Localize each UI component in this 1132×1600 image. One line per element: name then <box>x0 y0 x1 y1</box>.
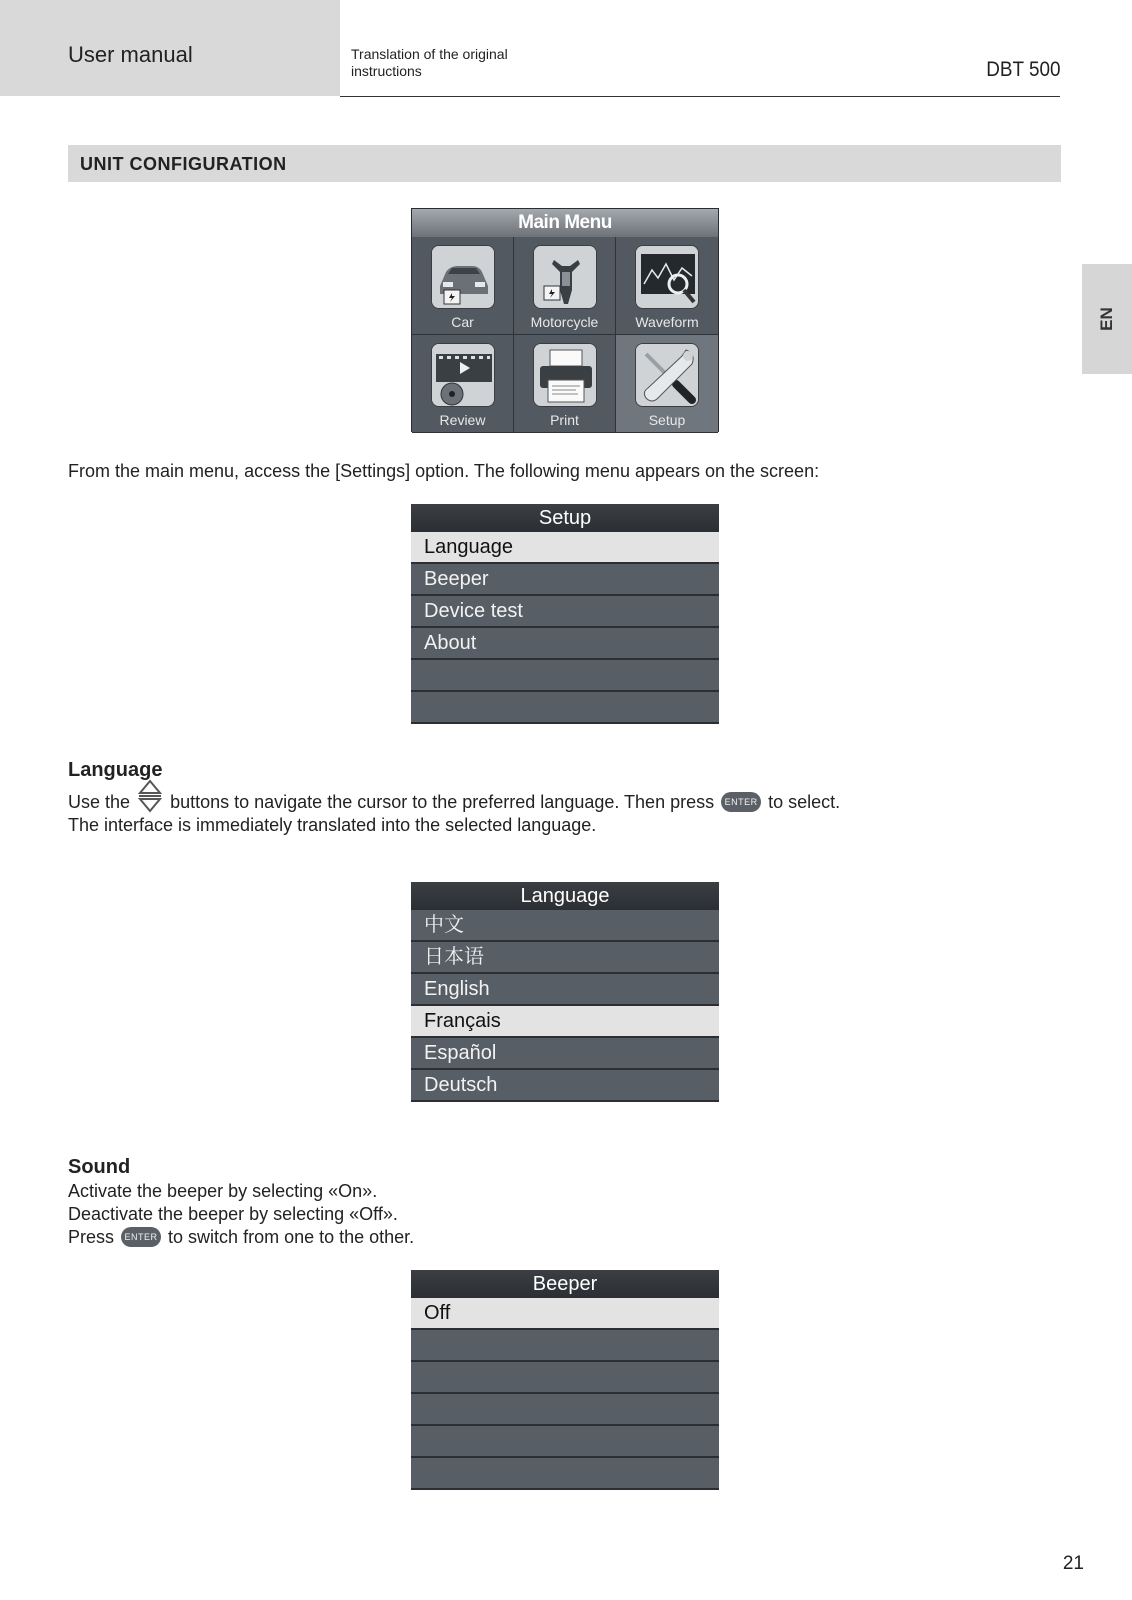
menu-item-motorcycle[interactable] <box>514 237 616 335</box>
language-row-japanese[interactable]: 日本语 <box>411 942 719 974</box>
beeper-row-empty <box>411 1458 719 1490</box>
setup-row-device-test[interactable]: Device test <box>411 596 719 628</box>
sound-text-a: Press <box>68 1227 115 1247</box>
menu-item-print[interactable] <box>514 335 616 433</box>
manual-title: User manual <box>68 42 193 67</box>
main-menu-screen <box>411 208 719 432</box>
language-row-german[interactable]: Deutsch <box>411 1070 719 1102</box>
sound-line2: Deactivate the beeper by selecting «Off». <box>68 1204 398 1224</box>
enter-button-icon: ENTER <box>121 1227 161 1247</box>
beeper-row-empty <box>411 1394 719 1426</box>
sound-line3 <box>68 1226 414 1249</box>
setup-row-empty <box>411 660 719 692</box>
tools-icon <box>635 343 699 407</box>
language-heading: Language <box>68 759 163 781</box>
menu-item-motorcycle-label: Motorcycle <box>530 314 599 330</box>
menu-item-setup-label: Setup <box>648 412 686 428</box>
menu-item-review-label: Review <box>439 412 486 428</box>
beeper-screen-title: Beeper <box>411 1270 719 1298</box>
language-instructions-line2: The interface is immediately translated into the selected language. <box>68 815 597 835</box>
setup-row-beeper[interactable]: Beeper <box>411 564 719 596</box>
setup-row-empty <box>411 692 719 724</box>
language-row-chinese[interactable]: 中文 <box>411 910 719 942</box>
setup-row-language[interactable]: Language <box>411 532 719 564</box>
main-menu-title: Main Menu <box>412 209 718 237</box>
language-text-b: buttons to navigate the cursor to the preferred language. Then press <box>170 792 715 812</box>
language-text-a: Use the <box>68 792 131 812</box>
menu-item-car-label: Car <box>451 314 474 330</box>
beeper-row-empty <box>411 1330 719 1362</box>
language-instructions-line1 <box>68 791 840 814</box>
model-name: DBT 500 <box>985 58 1060 81</box>
setup-screen <box>411 504 719 724</box>
up-down-arrows-icon <box>137 779 163 813</box>
beeper-row-off[interactable]: Off <box>411 1298 719 1330</box>
enter-button-icon: ENTER <box>721 792 761 812</box>
language-text-c: to select. <box>768 792 841 812</box>
setup-screen-title: Setup <box>411 504 719 532</box>
film-icon <box>431 343 495 407</box>
language-side-tab <box>1082 264 1132 374</box>
menu-item-waveform[interactable] <box>616 237 718 335</box>
language-row-spanish[interactable]: Español <box>411 1038 719 1070</box>
intro-text: From the main menu, access the [Settings] option. The following menu appears on the screen: <box>68 461 820 481</box>
section-title: UNIT CONFIGURATION <box>80 154 287 174</box>
menu-item-setup[interactable] <box>616 335 718 433</box>
menu-item-waveform-label: Waveform <box>635 314 699 330</box>
sound-line1: Activate the beeper by selecting «On». <box>68 1181 378 1201</box>
language-row-english[interactable]: English <box>411 974 719 1006</box>
motorcycle-icon <box>533 245 597 309</box>
header-rule <box>340 96 1060 97</box>
setup-row-about[interactable]: About <box>411 628 719 660</box>
section-bar <box>68 145 1061 182</box>
beeper-screen <box>411 1270 719 1490</box>
page-number: 21 <box>1062 1553 1084 1574</box>
sound-text-b: to switch from one to the other. <box>168 1227 415 1247</box>
side-tab-label: EN <box>1097 307 1116 331</box>
beeper-row-empty <box>411 1362 719 1394</box>
manual-subtitle: Translation of the original instructions <box>351 46 508 79</box>
language-screen-title: Language <box>411 882 719 910</box>
language-row-french[interactable]: Français <box>411 1006 719 1038</box>
sound-heading: Sound <box>68 1156 131 1178</box>
menu-item-car[interactable] <box>412 237 514 335</box>
menu-item-print-label: Print <box>550 412 579 428</box>
car-icon <box>431 245 495 309</box>
menu-item-review[interactable] <box>412 335 514 433</box>
language-screen <box>411 882 719 1102</box>
printer-icon <box>533 343 597 407</box>
waveform-icon <box>635 245 699 309</box>
beeper-row-empty <box>411 1426 719 1458</box>
